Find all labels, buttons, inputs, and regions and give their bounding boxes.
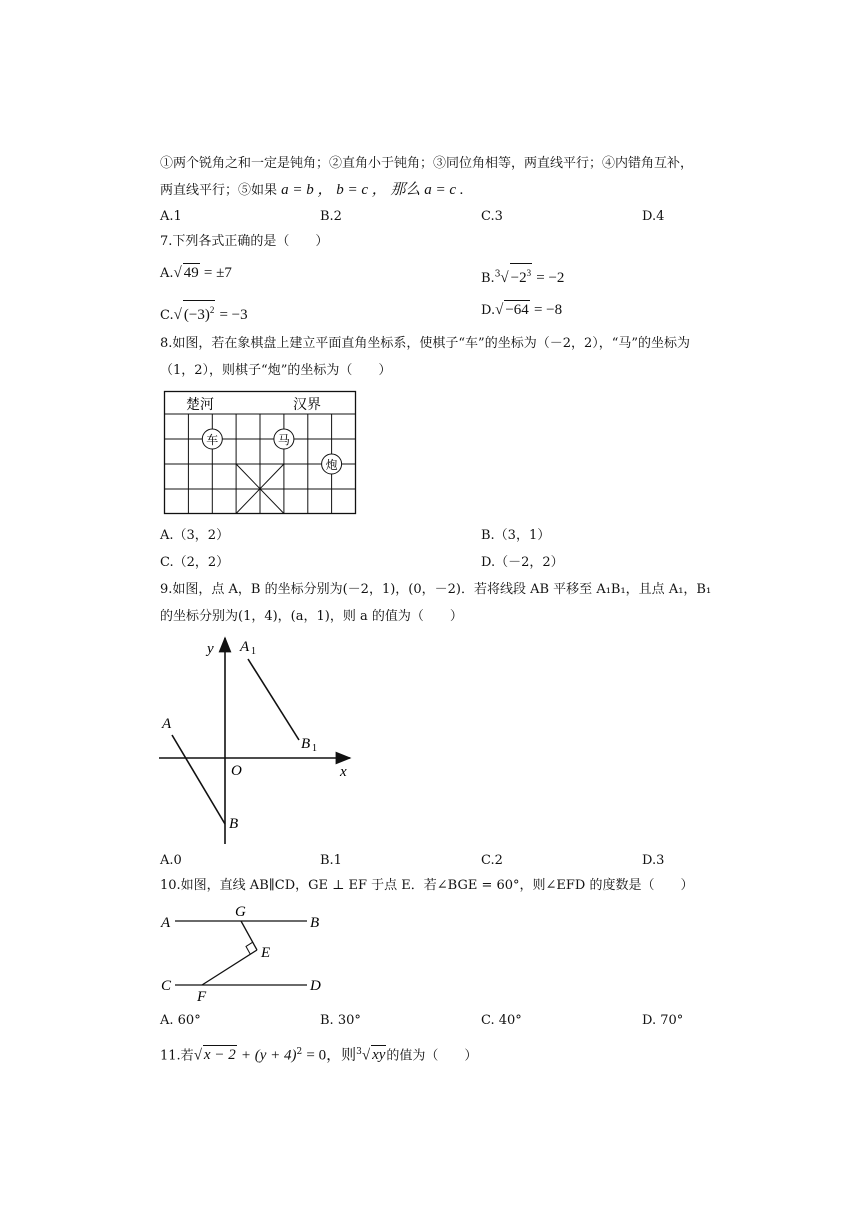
q9-option-d[interactable]: D.3 [642, 853, 665, 868]
q7-b-radicand: $-2^3$ [510, 263, 532, 287]
q9-option-a[interactable]: A.0 [160, 853, 182, 868]
q10-option-b[interactable]: B. 30° [320, 1013, 361, 1028]
board-right-label: 汉界 [293, 398, 321, 413]
q11-radicand-2: xy [372, 1047, 386, 1064]
chessboard-figure [160, 388, 360, 518]
point-b1-subscript: 1 [312, 743, 317, 754]
q7-b-rest: = −2 [536, 270, 565, 286]
point-a-label: A [162, 716, 172, 732]
segment-ge [241, 921, 257, 950]
q7-option-a[interactable]: A.√ 49 = ±7 [160, 265, 232, 281]
label-d: D [310, 978, 321, 994]
label-b: B [310, 915, 320, 931]
segment-ab [172, 735, 225, 824]
q9-option-b[interactable]: B.1 [320, 853, 342, 868]
q6-option-a[interactable]: A.1 [160, 209, 182, 224]
q11-mid: + (y + 4) [240, 1047, 297, 1064]
q6-line2-prefix: 两直线平行；⑤如果 [160, 183, 278, 198]
board-left-label: 楚河 [186, 398, 214, 413]
q8-option-d[interactable]: D.（－2，2） [481, 555, 564, 570]
q7-d-label: D. [481, 303, 496, 318]
q7-a-rest: = ±7 [203, 265, 232, 281]
segment-ef [202, 950, 257, 985]
q6-statement-line1: ①两个锐角之和一定是钝角；②直角小于钝角；③同位角相等，两直线平行；④内错角互补， [160, 156, 694, 171]
q11-exponent: 2 [296, 1047, 303, 1057]
label-f: F [197, 989, 207, 1005]
q7-b-label: B. [481, 271, 495, 286]
q7-c-radicand: $(-3)^2$ [183, 300, 215, 324]
q7-option-b[interactable]: $B.^3√ -2^3 = -2$ [481, 263, 564, 288]
q7-d-rest: = −8 [533, 302, 563, 318]
label-c: C [161, 978, 172, 994]
q9-option-c[interactable]: C.2 [481, 853, 503, 868]
q9-stem-line2: 的坐标分别为(1，4)，(a，1)，则 a 的值为（ ） [160, 609, 463, 624]
q8-option-b[interactable]: B.（3，1） [481, 528, 551, 543]
parallel-lines-figure [155, 900, 335, 1005]
q10-stem: 10.如图，直线 AB∥CD，GE ⊥ EF 于点 E．若∠BGE = 60°，则∠EFD 的度数是（ ） [160, 878, 694, 893]
label-e: E [261, 945, 271, 961]
point-a1-subscript: 1 [251, 646, 256, 657]
coordinate-figure [155, 632, 360, 848]
right-angle-mark [246, 942, 253, 954]
q7-option-c[interactable]: C.√ $(-3)^2 = -3$ [160, 300, 248, 325]
origin-label: O [231, 763, 242, 779]
q8-option-c[interactable]: C.（2，2） [160, 555, 230, 570]
x-axis-label: x [340, 764, 347, 780]
label-a: A [161, 915, 171, 931]
q11-stem: 11.若√ $x - 2 + (y + 4)^2 = 0$，则$^3$√ xy的值为（ ） [160, 1047, 478, 1064]
q8-stem-line2: （1，2），则棋子“炮”的坐标为（ ） [160, 363, 392, 378]
segment-a1b1 [248, 659, 299, 740]
point-a1-label: A [240, 639, 250, 655]
point-b-label: B [229, 816, 239, 832]
q11-rest: = 0，则 [306, 1047, 357, 1064]
q8-stem-line1: 8.如图，若在象棋盘上建立平面直角坐标系，使棋子“车”的坐标为（－2，2），“马”的坐标为 [160, 336, 691, 351]
q7-c-label: C. [160, 308, 174, 323]
q8-option-a[interactable]: A.（3，2） [160, 528, 230, 543]
q9-stem-line1: 9.如图，点 A，B 的坐标分别为(－2，1)，(0，－2)．若将线段 AB 平移至 A₁B₁，且点 A₁，B₁ [160, 582, 712, 597]
q10-option-d[interactable]: D. 70° [642, 1013, 684, 1028]
q6-option-c[interactable]: C.3 [481, 209, 503, 224]
q7-b-index: 3 [494, 269, 501, 280]
piece-che-label: 车 [206, 433, 219, 447]
point-b1-label: B [301, 736, 311, 752]
q7-c-rest: = −3 [219, 307, 248, 323]
q7-option-d[interactable]: D.√ −64 = −8 [481, 302, 563, 318]
q6-option-b[interactable]: B.2 [320, 209, 342, 224]
q7-a-radicand: 49 [183, 265, 199, 281]
q7-a-label: A. [160, 266, 174, 281]
q6-option-d[interactable]: D.4 [642, 209, 665, 224]
piece-ma-label: 马 [277, 433, 290, 447]
q11-root-index: 3 [356, 1047, 362, 1057]
label-g: G [235, 904, 246, 920]
q11-prefix: 11.若 [160, 1048, 194, 1064]
q6-line2-math: a = b ， b = c ， 那么 a = c . [281, 182, 464, 198]
piece-pao-label: 炮 [325, 458, 338, 472]
q7-stem: 7.下列各式正确的是（ ） [160, 234, 329, 249]
q7-d-radicand: −64 [505, 302, 529, 318]
q10-option-a[interactable]: A. 60° [160, 1013, 201, 1028]
q6-statement-line2 [160, 181, 464, 200]
q10-option-c[interactable]: C. 40° [481, 1013, 522, 1028]
q11-radicand-1: x − 2 [203, 1047, 236, 1064]
q11-suffix: 的值为（ ） [386, 1048, 478, 1064]
y-axis-label: y [207, 641, 214, 657]
